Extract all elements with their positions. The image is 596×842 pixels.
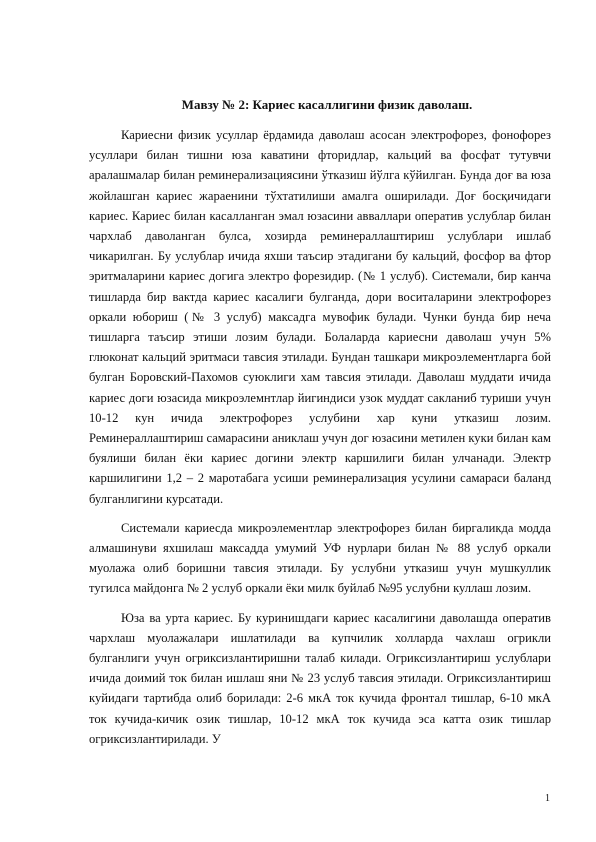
page-content bbox=[89, 96, 551, 758]
paragraph-physical-treatment: Кариесни физик усуллар ёрдамида даволаш асосан электрофорез, фонофорез усуллари билан тишни юза каватини фторидлар, кальций ва фосфат тутувчи аралашмалар билан реминерализациясини ўтказиш йўлга кўйилган. Бунда доғ ва юза жойлашган кариес жараенини тўхтатилиши амалга оширилади. Доғ босқичидаги кариес. Кариес билан касалланган эмал юзасини авваллари оператив услублар билан чархлаб даволанган булса, хозирда реминераллаштириш услублари ишлаб чикарилган. Бу услублар ичида яхши таъсир этадигани бу кальций, фосфор ва фтор эритмаларини кариес догига электро форезидир. (№ 1 услуб). Системали, бир канча тишларда бир вактда кариес касалиги булганда, дори воситаларини электрофорез оркали юбориш (№ 3 услуб) максадга мувофик булади. Чунки бунда бир неча тишларга таъсир этиши лозим булади. Болаларда кариесни даволаш учун 5% глюконат кальций эритмаси тавсия этилади. Бундан ташкари микроэлементларга бой булган Боровский-Пахомов суюклиги хам тавсия этилади. Даволаш муддати ичида кариес доги юзасида микроэлемнтлар йигиндиси узок муддат сакланиб туриши учун 10-12 кун ичида электрофорез услубини хар куни утказиш лозим. Реминераллаштириш самарасини аниклаш учун дог юзасини метилен куки билан кам буялиши билан ёки кариес догини электр каршилиги билан улчанади. Электр каршилигини 1,2 – 2 маротабага усиши реминерализация усулини самараси баланд булганлигини курсатади. bbox=[89, 128, 551, 506]
document-title: Мавзу № 2: Кариес касаллигини физик даволаш. bbox=[181, 97, 473, 112]
paragraph-superficial-caries: Юза ва урта кариес. Бу куринишдаги кариес касалигини даволашда оператив чархлаш муолажалари ишлатилади ва купчилик холларда чахлаш огрикли булганлиги учун огриксизлантиришни талаб килади. Огриксизлантириш услублари ичида доимий ток билан ишлаш яни № 23 услуб тавсия этилади. Огриксизлантириш куйидаги тартибда олиб борилади: 2-6 мкА ток кучида фронтал тишлар, 6-10 мкА ток кучида-кичик озик тишлар, 10-12 мкА ток кучида эса катта озик тишлар огриксизлантирилади. У bbox=[89, 610, 551, 746]
page-number: 1 bbox=[545, 793, 550, 804]
paragraph-systemic-caries: Системали кариесда микроэлементлар электрофорез билан биргаликда модда алмашинуви яхшилаш максадда умумий УФ нурлари билан № 88 услуб оркали муолажа олиб боришни тавсия этилади. Бу услубни утказиш учун мушкуллик тугилса майдонга № 2 услуб оркали ёки милк буйлаб №95 услубни куллаш лозим. bbox=[89, 520, 551, 596]
